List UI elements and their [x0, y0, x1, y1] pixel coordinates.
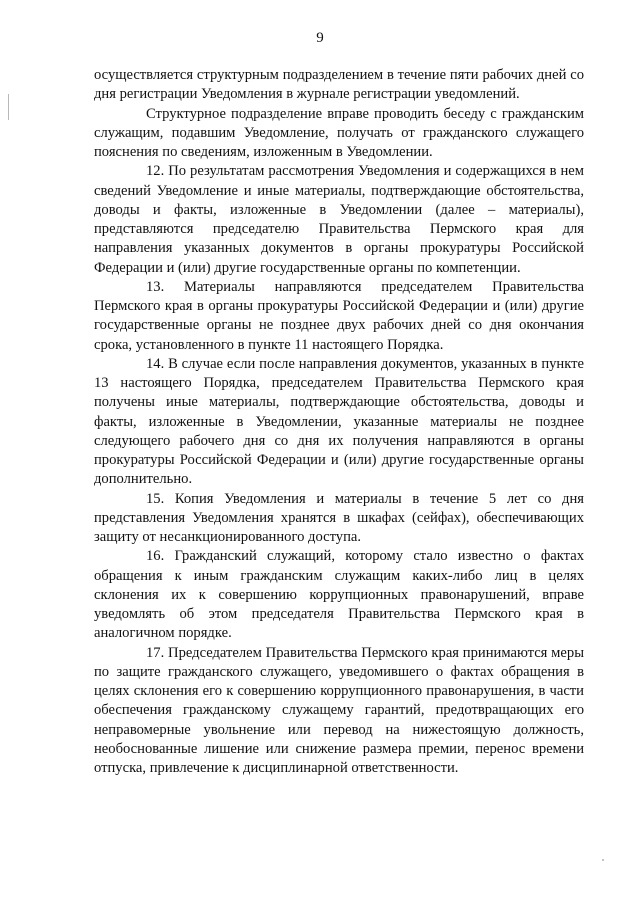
paragraph-continuation: осуществляется структурным подразделением в течение пяти рабочих дней со дня регистрации Уведомления в журнале регистрации уведомлений.: [94, 67, 584, 103]
paragraph-12: 12. По результатам рассмотрения Уведомления и содержащихся в нем сведений Уведомление и иные материалы, подтверждающие обстоятельства, доводы и факты, изложенные в Уведомлении (далее – материалы), представляются председателю Правительства Пермского края для направления указанных документов в органы прокуратуры Российской Федерации и (или) другие государственные органы по компетенции.: [94, 163, 584, 276]
paragraph-17: 17. Председателем Правительства Пермского края принимаются меры по защите гражданского служащего, уведомившего о фактах обращения в целях склонения его к совершению коррупционного правонарушения, в части обеспечения гражданскому служащему гарантий, предотвращающих его неправомерные увольнение или перевод на нижестоящую должность, необоснованные лишение или снижение размера премии, перенос времени отпуска, привлечение к дисциплинарной ответственности.: [94, 644, 584, 776]
scan-speck: [602, 859, 604, 861]
page-number: 9: [316, 30, 324, 46]
paragraph-13: 13. Материалы направляются председателем Правительства Пермского края в органы прокуратуры Российской Федерации и (или) другие государственные органы не позднее двух рабочих дней со дня окончания срока, установленного в пункте 11 настоящего Порядка.: [94, 278, 584, 353]
document-body: [94, 66, 584, 778]
paragraph-16: 16. Гражданский служащий, которому стало известно о фактах обращения к иным гражданским служащим каких-либо лиц в целях склонения их к совершению коррупционных правонарушений, вправе уведомлять об этом председателя Правительства Пермского края в аналогичном порядке.: [94, 548, 584, 642]
paragraph-interview: Структурное подразделение вправе проводить беседу с гражданским служащим, подавшим Уведомление, получать от гражданского служащего пояснения по сведениям, изложенным в Уведомлении.: [94, 105, 584, 160]
paragraph-15: 15. Копия Уведомления и материалы в течение 5 лет со дня представления Уведомления хранятся в шкафах (сейфах), обеспечивающих защиту от несанкционированного доступа.: [94, 490, 584, 545]
scan-margin-mark: [8, 94, 9, 120]
paragraph-14: 14. В случае если после направления документов, указанных в пункте 13 настоящего Порядка, председателем Правительства Пермского края получены иные материалы, подтверждающие обстоятельства, доводы и факты, изложенные в Уведомлении, указанные материалы не позднее следующего рабочего дня со дня их получения направляются в органы прокуратуры Российской Федерации и (или) другие государственные органы дополнительно.: [94, 355, 584, 488]
